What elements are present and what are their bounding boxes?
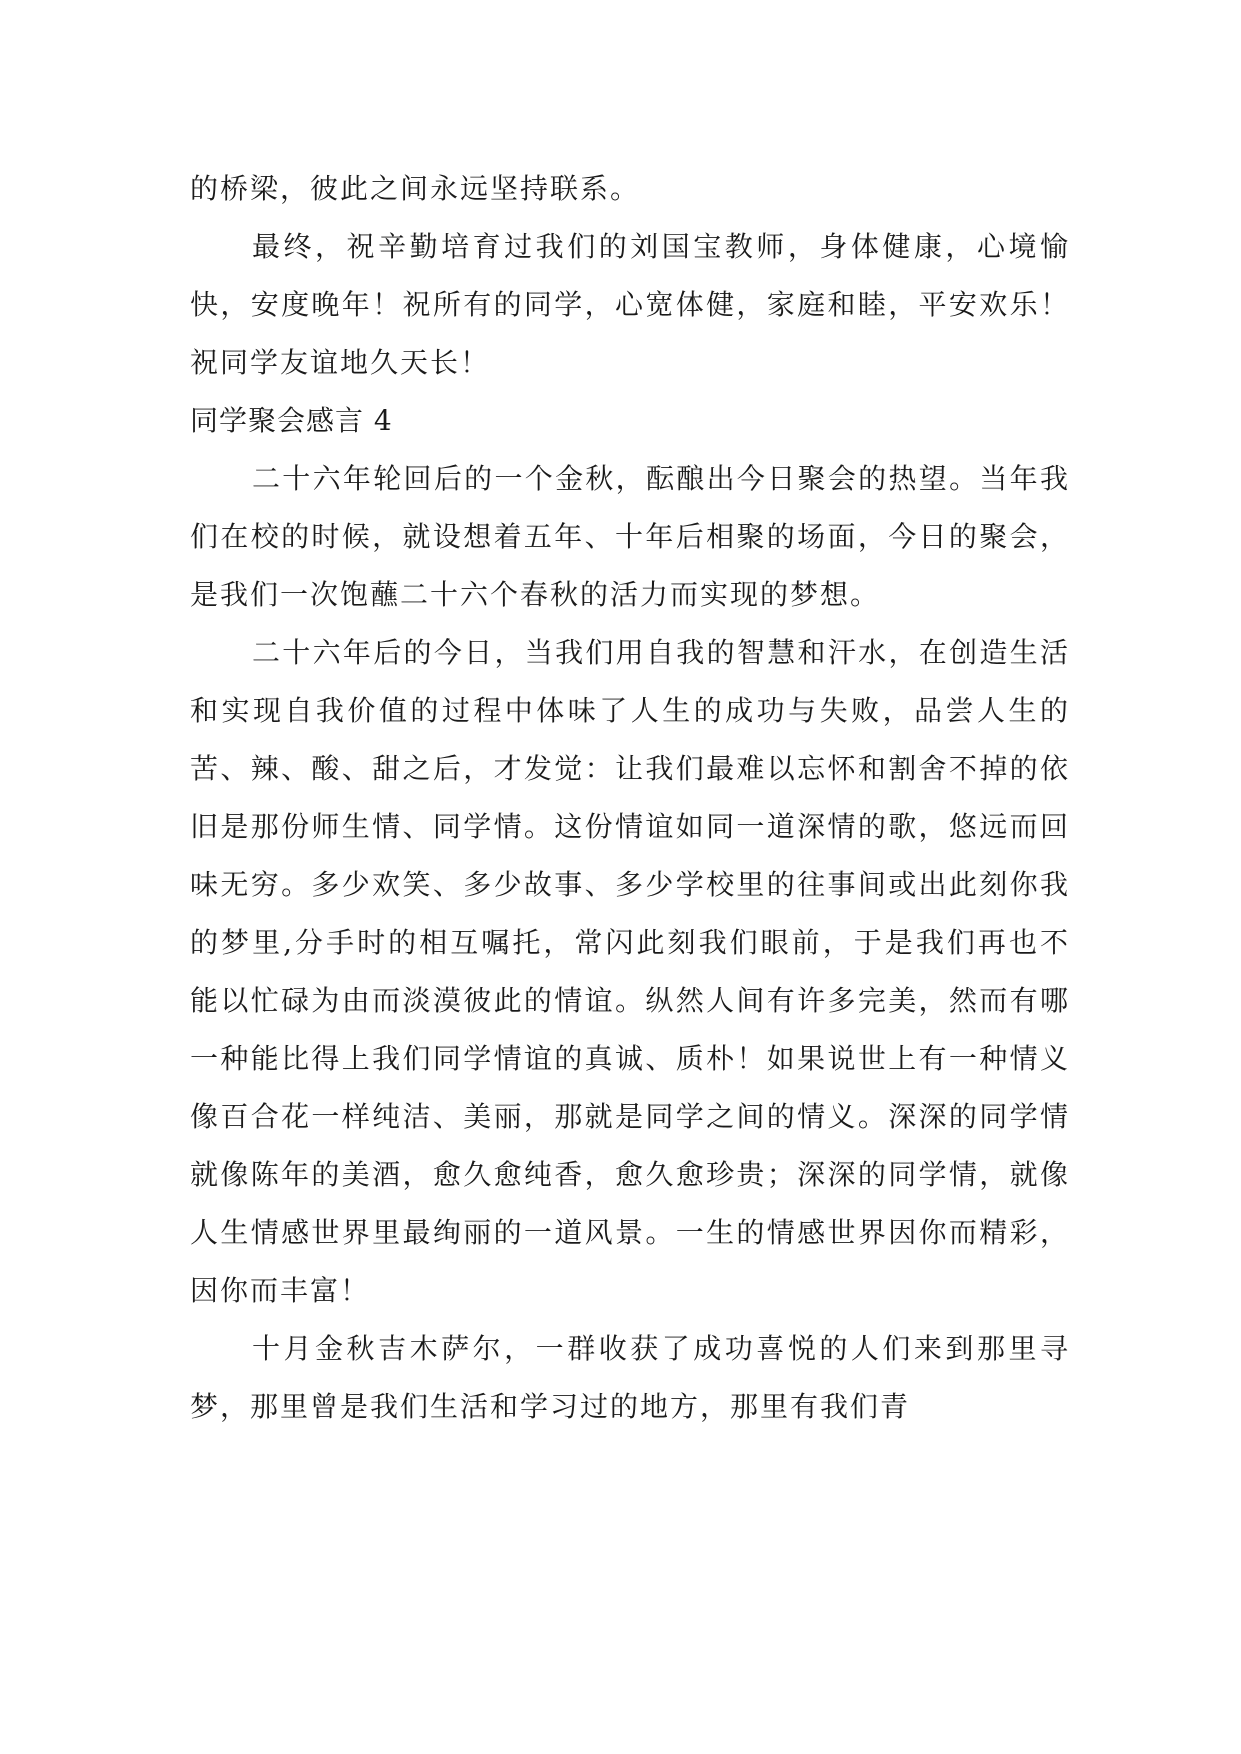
document-page <box>190 160 1070 1436</box>
section-title: 同学聚会感言 4 <box>190 404 393 437</box>
paragraph-closing-wishes: 最终，祝辛勤培育过我们的刘国宝教师，身体健康，心境愉快，安度晚年！祝所有的同学，心宽体健，家庭和睦，平安欢乐！祝同学友谊地久天长！ <box>190 230 1070 379</box>
paragraph-golden-autumn: 十月金秋吉木萨尔，一群收获了成功喜悦的人们来到那里寻梦，那里曾是我们生活和学习过的地方，那里有我们青 <box>190 1332 1070 1423</box>
paragraph-continuation: 的桥梁，彼此之间永远坚持联系。 <box>190 172 641 205</box>
paragraph-friendship: 二十六年后的今日，当我们用自我的智慧和汗水，在创造生活和实现自我价值的过程中体味了人生的成功与失败，品尝人生的苦、辣、酸、甜之后，才发觉：让我们最难以忘怀和割舍不掉的依旧是那份师生情、同学情。这份情谊如同一道深情的歌，悠远而回味无穷。多少欢笑、多少故事、多少学校里的往事间或出此刻你我的梦里,分手时的相互嘱托，常闪此刻我们眼前，于是我们再也不能以忙碌为由而淡漠彼此的情谊。纵然人间有许多完美，然而有哪一种能比得上我们同学情谊的真诚、质朴！如果说世上有一种情义像百合花一样纯洁、美丽，那就是同学之间的情义。深深的同学情就像陈年的美酒，愈久愈纯香，愈久愈珍贵；深深的同学情，就像人生情感世界里最绚丽的一道风景。一生的情感世界因你而精彩，因你而丰富！ <box>190 636 1070 1307</box>
paragraph-reunion-intro: 二十六年轮回后的一个金秋，酝酿出今日聚会的热望。当年我们在校的时候，就设想着五年、十年后相聚的场面，今日的聚会，是我们一次饱蘸二十六个春秋的活力而实现的梦想。 <box>190 462 1070 611</box>
